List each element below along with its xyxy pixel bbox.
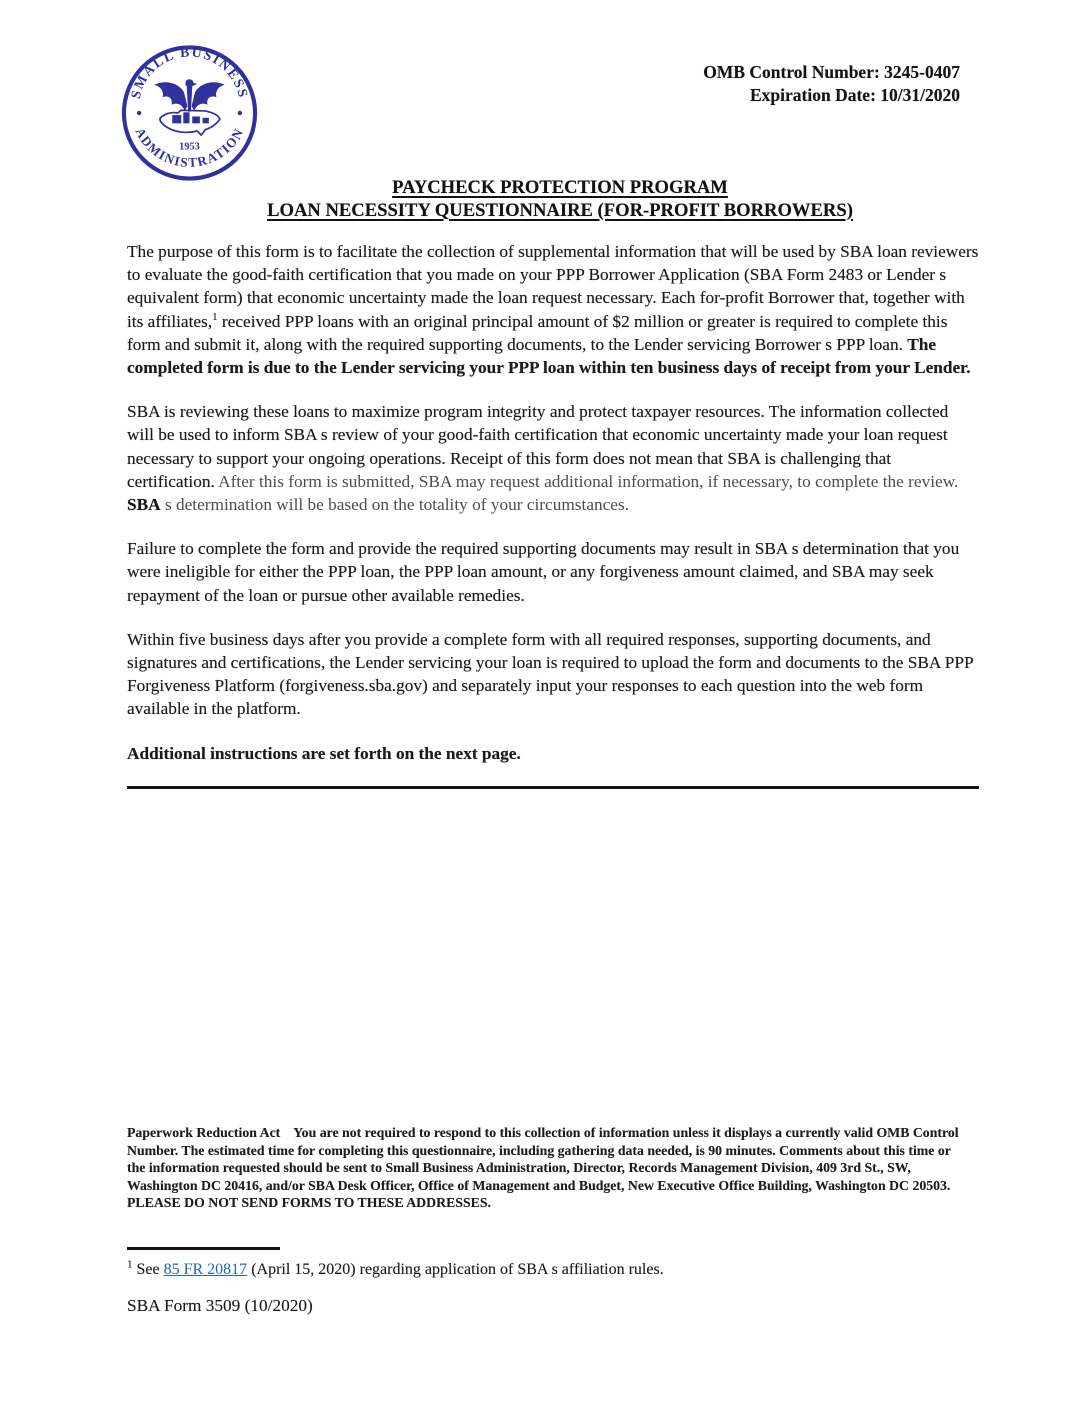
sba-seal-icon: [119, 44, 260, 182]
footnote-separator: [127, 1247, 280, 1250]
paperwork-reduction-act: [127, 1124, 967, 1212]
seal-top-text: SMALL BUSINESS: [127, 44, 252, 101]
additional-instructions-note: Additional instructions are set forth on the next page.: [127, 743, 521, 763]
seal-left-dot: [137, 111, 141, 115]
paragraph-review: [127, 400, 979, 516]
paragraph-purpose: [127, 240, 979, 379]
title-line-2: LOAN NECESSITY QUESTIONNAIRE (FOR-PROFIT BORROWERS): [267, 199, 853, 221]
eagle-icon: [154, 79, 224, 111]
document-title: [127, 177, 993, 222]
footnote-marker: 1: [127, 1258, 133, 1271]
paperwork-body: You are not required to respond to this collection of information unless it displays a currently valid OMB Control Number. The estimated time for completing this questionnaire, including gathering data needed, is 90 minutes. Comments about this time or the information requested should be sent to Small Business Administration, Director, Records Management Division, 409 3rd St., SW, Washington DC 20416, and/or SBA Desk Officer, Office of Management and Budget, New Executive Office Building, Washington DC 20503.: [127, 1125, 959, 1193]
p2-sba-bold: SBA: [127, 495, 161, 515]
buildings-icon: [172, 112, 209, 123]
p1-text: The purpose of this form is to facilitate the collection of supplemental information that will be used by SBA loan reviewers to evaluate the good-faith certification that you made on your PPP Borrower Application (SBA Form 2483 or Lender s equivalent form) that economic uncertainty made the loan request necessary. Each for-profit Borrower that, together with its affiliates,: [127, 242, 979, 331]
paperwork-heading: Paperwork Reduction Act: [127, 1125, 281, 1140]
p2-text: SBA is reviewing these loans to maximize program integrity and protect taxpayer resources. The information collected will be used to inform SBA s review of your good-faith certification that economic uncertainty made your loan request necessary to support your ongoing operations. Receipt of this form does not mean that SBA is challenging that certification.: [127, 402, 949, 491]
p1-deadline-bold: The completed form is due to the Lender servicing your PPP loan within ten business days of receipt from your Lender.: [127, 334, 971, 378]
form-number: SBA Form 3509 (10/2020): [127, 1296, 313, 1315]
paragraph-upload: Within five business days after you provide a complete form with all required responses, supporting documents, and signatures and certifications, the Lender servicing your loan is required to upload the form and documents to the SBA PPP Forgiveness Platform (forgiveness.sba.gov) and separately input your responses to each question into the web form available in the platform.: [127, 629, 973, 719]
p2-text-light: After this form is submitted, SBA may request additional information, if necessary, to complete the review.: [218, 471, 959, 491]
usa-map-icon: [160, 110, 220, 135]
omb-block: [703, 61, 960, 107]
omb-control-number: OMB Control Number: 3245-0407: [703, 62, 960, 82]
seal-year: 1953: [179, 141, 200, 153]
seal-right-dot: [238, 111, 242, 115]
p1-text-continued: received PPP loans with an original principal amount of $2 million or greater is required to complete this form and submit it, along with the required supporting documents, to the Lender servicing Borrower s PPP loan.: [127, 311, 948, 354]
body-text: [127, 240, 979, 789]
footnote-text-pre: See: [132, 1261, 164, 1278]
p2-text-light-end: s determination will be based on the totality of your circumstances.: [160, 495, 630, 515]
footnote-text-post: (April 15, 2020) regarding application of SBA s affiliation rules.: [247, 1261, 664, 1278]
paperwork-warning: PLEASE DO NOT SEND FORMS TO THESE ADDRESSES.: [127, 1195, 491, 1211]
section-divider: [127, 786, 979, 789]
omb-expiration-date: Expiration Date: 10/31/2020: [750, 85, 960, 105]
paragraph-failure: Failure to complete the form and provide the required supporting documents may result in SBA s determination that you were ineligible for either the PPP loan, the PPP loan amount, or any forgiveness amount claimed, and SBA may seek repayment of the loan or pursue other available remedies.: [127, 539, 960, 605]
federal-register-link[interactable]: 85 FR 20817: [163, 1261, 248, 1278]
footnote-reference: 1: [212, 310, 218, 323]
seal-bottom-text: ADMINISTRATION: [132, 125, 247, 171]
footnote: [127, 1259, 967, 1280]
title-line-1: PAYCHECK PROTECTION PROGRAM: [392, 177, 728, 198]
